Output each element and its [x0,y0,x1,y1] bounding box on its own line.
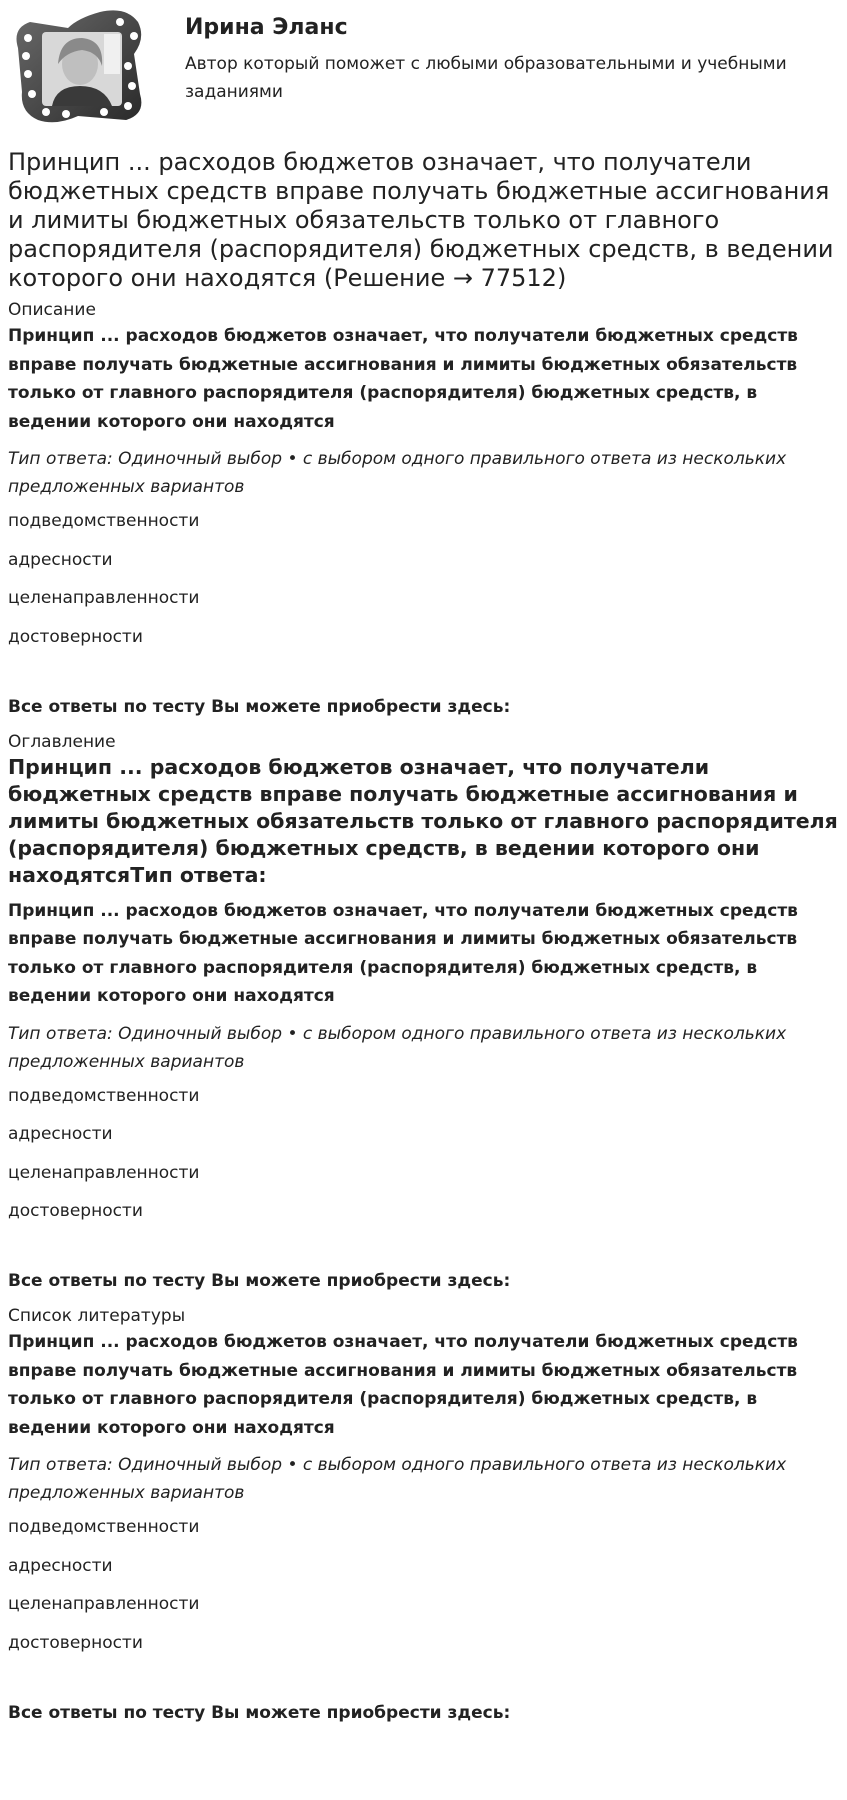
question-text: Принцип ... расходов бюджетов означает, что получатели бюджетных средств вправе получать бюджетные ассигнования и лимиты бюджетных обязательств только от главного распорядителя (распорядителя) бюджетных средств, в ведении которого они находятся [8,326,798,432]
section-description [8,299,839,721]
buy-answers-text: Все ответы по тесту Вы можете приобрести здесь: [8,1271,511,1291]
option-item: адресности [8,1555,113,1576]
option-item: достоверности [8,626,143,647]
question-text: Принцип ... расходов бюджетов означает, что получатели бюджетных средств вправе получать бюджетные ассигнования и лимиты бюджетных обязательств только от главного распорядителя (распорядителя) бюджетных средств, в ведении которого они находятся [8,1332,798,1438]
option-item: подведомственности [8,1517,200,1537]
option-item: достоверности [8,1632,143,1653]
option-item: подведомственности [8,1085,200,1106]
section-label: Описание [8,300,96,320]
option-item: достоверности [8,1201,143,1221]
option-item: подведомственности [8,511,200,531]
avatar-film-frame-icon [8,8,148,128]
section-heading: Принцип ... расходов бюджетов означает, что получатели бюджетных средств вправе получать бюджетные ассигнования и лимиты бюджетных обязательств только от главного распорядителя (распорядителя) бюджетных средств, в ведении которого они находятсяТип ответа: [8,754,838,887]
option-item: адресности [8,549,113,570]
buy-answers-text: Все ответы по тесту Вы можете приобрести здесь: [8,696,511,717]
buy-answers-text: Все ответы по тесту Вы можете приобрести здесь: [8,1702,511,1723]
section-contents [8,731,839,1296]
author-avatar[interactable] [8,8,148,128]
section-label: Оглавление [8,731,116,752]
option-item: целенаправленности [8,1162,200,1183]
author-header [8,0,839,136]
option-item: адресности [8,1124,113,1144]
answer-type: Тип ответа: Одиночный выбор • с выбором одного правильного ответа из нескольких предложенных вариантов [8,1455,787,1503]
option-item: целенаправленности [8,588,200,608]
section-references [8,1305,839,1727]
option-item: целенаправленности [8,1594,200,1614]
author-info [185,8,805,106]
author-description: Автор который поможет с любыми образовательными и учебными заданиями [185,54,787,102]
question-text: Принцип ... расходов бюджетов означает, что получатели бюджетных средств вправе получать бюджетные ассигнования и лимиты бюджетных обязательств только от главного распорядителя (распорядителя) бюджетных средств, в ведении которого они находятся [8,900,798,1006]
section-label: Список литературы [8,1306,186,1326]
answer-type: Тип ответа: Одиночный выбор • с выбором одного правильного ответа из нескольких предложенных вариантов [8,449,787,497]
page-title: Принцип ... расходов бюджетов означает, что получатели бюджетных средств вправе получать бюджетные ассигнования и лимиты бюджетных обязательств только от главного распорядителя (распорядителя) бюджетных средств, в ведении которого они находятся (Решение → 77512) [8,148,834,292]
author-name[interactable]: Ирина Эланс [185,15,348,40]
answer-type: Тип ответа: Одиночный выбор • с выбором одного правильного ответа из нескольких предложенных вариантов [8,1023,787,1072]
